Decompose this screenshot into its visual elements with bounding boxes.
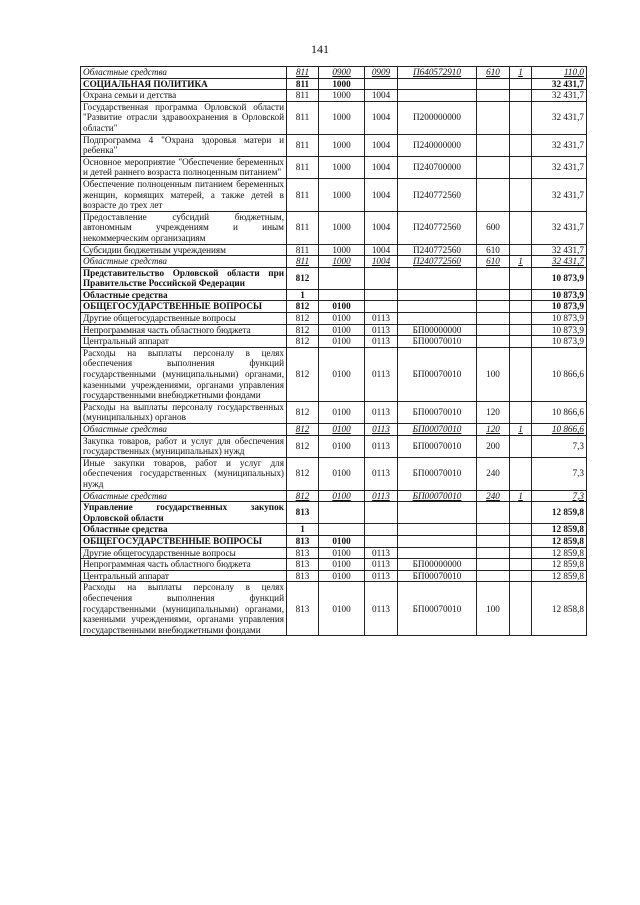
row-name-cell: Областные средства [81,424,287,436]
row-subsection-code-cell: 0909 [365,67,398,79]
row-name-cell: Областные средства [81,256,287,268]
budget-table [80,66,587,636]
row-section-code-cell: 0100 [319,301,365,313]
row-amount-cell: 32 431,7 [532,78,587,90]
row-target-item-code-cell: П640572910 [398,67,477,79]
row-funding-source-cell [510,134,532,156]
table-row [81,134,587,156]
row-name-cell: Иные закупки товаров, работ и услуг для обеспечения государственных (муниципальных) нужд [81,457,287,490]
row-section-code-cell: 1000 [319,101,365,134]
row-amount-cell: 7,3 [532,435,587,457]
row-subsection-code-cell: 1004 [365,134,398,156]
row-target-item-code-cell: БП00070010 [398,424,477,436]
row-section-code-cell: 1000 [319,244,365,256]
row-name-cell: ОБЩЕГОСУДАРСТВЕННЫЕ ВОПРОСЫ [81,301,287,313]
row-target-item-code-cell: БП00070010 [398,457,477,490]
row-amount-cell: 10 873,9 [532,289,587,301]
row-subsection-code-cell: 1004 [365,211,398,244]
row-amount-cell: 10 873,9 [532,324,587,336]
row-target-item-code-cell: БП00070010 [398,435,477,457]
table-row [81,502,587,524]
row-funding-source-cell [510,535,532,547]
row-amount-cell: 10 873,9 [532,301,587,313]
row-target-item-code-cell: П240700000 [398,156,477,178]
table-row [81,347,587,401]
row-name-cell: Государственная программа Орловской области "Развитие отрасли здравоохранения в Орловской области" [81,101,287,134]
page-number: 141 [311,42,329,56]
row-expense-type-code-cell [477,502,510,524]
table-row [81,301,587,313]
row-funding-source-cell: 1 [510,67,532,79]
row-target-item-code-cell: БП00070010 [398,570,477,582]
row-ministry-code-cell: 811 [287,90,319,102]
row-name-cell: Центральный аппарат [81,570,287,582]
row-subsection-code-cell: 0113 [365,424,398,436]
row-subsection-code-cell [365,535,398,547]
row-funding-source-cell [510,457,532,490]
table-row [81,78,587,90]
row-expense-type-code-cell: 240 [477,457,510,490]
row-expense-type-code-cell [477,313,510,325]
table-row [81,524,587,536]
row-funding-source-cell [510,336,532,348]
row-name-cell: СОЦИАЛЬНАЯ ПОЛИТИКА [81,78,287,90]
row-target-item-code-cell [398,502,477,524]
row-section-code-cell [319,502,365,524]
row-funding-source-cell [510,582,532,636]
row-ministry-code-cell: 812 [287,324,319,336]
table-row [81,582,587,636]
row-expense-type-code-cell [477,336,510,348]
row-section-code-cell: 1000 [319,78,365,90]
row-ministry-code-cell: 813 [287,547,319,559]
row-ministry-code-cell: 811 [287,178,319,211]
row-target-item-code-cell: БП00070010 [398,490,477,502]
row-ministry-code-cell: 811 [287,211,319,244]
row-expense-type-code-cell [477,324,510,336]
row-target-item-code-cell: П240772560 [398,211,477,244]
row-subsection-code-cell [365,267,398,289]
row-funding-source-cell [510,547,532,559]
row-section-code-cell: 0100 [319,490,365,502]
row-subsection-code-cell: 1004 [365,244,398,256]
row-target-item-code-cell [398,301,477,313]
row-subsection-code-cell [365,301,398,313]
table-row [81,401,587,423]
row-subsection-code-cell: 0113 [365,570,398,582]
row-ministry-code-cell: 811 [287,156,319,178]
row-expense-type-code-cell: 120 [477,424,510,436]
row-ministry-code-cell: 811 [287,256,319,268]
row-section-code-cell: 0100 [319,336,365,348]
row-subsection-code-cell: 0113 [365,336,398,348]
row-amount-cell: 7,3 [532,457,587,490]
table-row [81,490,587,502]
table-row [81,67,587,79]
row-amount-cell: 12 859,8 [532,524,587,536]
row-target-item-code-cell: БП00000000 [398,559,477,571]
table-row [81,90,587,102]
row-subsection-code-cell: 0113 [365,401,398,423]
row-amount-cell: 32 431,7 [532,156,587,178]
row-amount-cell: 10 866,6 [532,347,587,401]
row-funding-source-cell [510,101,532,134]
row-ministry-code-cell: 1 [287,289,319,301]
row-subsection-code-cell [365,289,398,301]
table-row [81,211,587,244]
row-expense-type-code-cell: 100 [477,582,510,636]
row-subsection-code-cell: 0113 [365,559,398,571]
row-amount-cell: 32 431,7 [532,178,587,211]
row-amount-cell: 12 859,8 [532,502,587,524]
row-funding-source-cell [510,324,532,336]
row-target-item-code-cell [398,90,477,102]
row-amount-cell: 32 431,7 [532,134,587,156]
row-section-code-cell [319,289,365,301]
row-funding-source-cell: 1 [510,256,532,268]
row-ministry-code-cell: 813 [287,559,319,571]
row-amount-cell: 12 859,8 [532,547,587,559]
row-ministry-code-cell: 811 [287,244,319,256]
row-funding-source-cell [510,289,532,301]
row-section-code-cell: 1000 [319,178,365,211]
row-amount-cell: 32 431,7 [532,101,587,134]
row-section-code-cell: 1000 [319,156,365,178]
row-funding-source-cell [510,401,532,423]
row-target-item-code-cell: БП00000000 [398,324,477,336]
row-ministry-code-cell: 811 [287,78,319,90]
row-name-cell: Представительство Орловской области при Правительстве Российской Федерации [81,267,287,289]
row-ministry-code-cell: 812 [287,424,319,436]
row-ministry-code-cell: 812 [287,267,319,289]
row-subsection-code-cell: 0113 [365,490,398,502]
table-row [81,289,587,301]
row-target-item-code-cell: БП00070010 [398,582,477,636]
row-subsection-code-cell: 1004 [365,178,398,211]
row-subsection-code-cell [365,524,398,536]
row-funding-source-cell [510,502,532,524]
row-subsection-code-cell: 1004 [365,101,398,134]
row-expense-type-code-cell [477,178,510,211]
row-subsection-code-cell [365,502,398,524]
row-amount-cell: 12 859,8 [532,559,587,571]
row-amount-cell: 10 873,9 [532,267,587,289]
row-subsection-code-cell [365,78,398,90]
row-expense-type-code-cell: 200 [477,435,510,457]
row-section-code-cell: 0100 [319,547,365,559]
table-row [81,101,587,134]
row-target-item-code-cell: П200000000 [398,101,477,134]
row-expense-type-code-cell [477,78,510,90]
row-name-cell: Областные средства [81,289,287,301]
table-row [81,435,587,457]
row-ministry-code-cell: 813 [287,535,319,547]
row-name-cell: Предоставление субсидий бюджетным, автономным учреждениям и иным некоммерческим организациям [81,211,287,244]
row-subsection-code-cell: 0113 [365,347,398,401]
row-section-code-cell: 1000 [319,134,365,156]
row-expense-type-code-cell [477,134,510,156]
row-target-item-code-cell: П240772560 [398,244,477,256]
row-funding-source-cell [510,570,532,582]
table-row [81,178,587,211]
row-section-code-cell: 0100 [319,313,365,325]
table-row [81,156,587,178]
row-expense-type-code-cell [477,547,510,559]
row-funding-source-cell [510,559,532,571]
row-name-cell: Областные средства [81,67,287,79]
row-funding-source-cell [510,178,532,211]
row-section-code-cell: 1000 [319,90,365,102]
row-target-item-code-cell: П240000000 [398,134,477,156]
row-section-code-cell: 1000 [319,256,365,268]
row-target-item-code-cell: П240772560 [398,256,477,268]
row-amount-cell: 12 858,8 [532,582,587,636]
row-expense-type-code-cell: 610 [477,244,510,256]
row-funding-source-cell [510,347,532,401]
row-expense-type-code-cell [477,524,510,536]
row-amount-cell: 10 873,9 [532,336,587,348]
row-funding-source-cell [510,244,532,256]
table-row [81,424,587,436]
row-target-item-code-cell: БП00070010 [398,347,477,401]
row-section-code-cell: 0100 [319,457,365,490]
row-expense-type-code-cell [477,267,510,289]
row-ministry-code-cell: 811 [287,134,319,156]
table-row [81,244,587,256]
row-section-code-cell [319,524,365,536]
row-funding-source-cell [510,524,532,536]
row-funding-source-cell [510,78,532,90]
row-section-code-cell: 0100 [319,324,365,336]
row-expense-type-code-cell [477,156,510,178]
row-expense-type-code-cell: 100 [477,347,510,401]
table-row [81,535,587,547]
row-subsection-code-cell: 0113 [365,547,398,559]
row-name-cell: Основное мероприятие "Обеспечение беременных и детей раннего возраста полноценным питанием" [81,156,287,178]
row-funding-source-cell [510,267,532,289]
row-ministry-code-cell: 812 [287,401,319,423]
row-funding-source-cell [510,156,532,178]
row-target-item-code-cell [398,535,477,547]
row-target-item-code-cell [398,78,477,90]
row-section-code-cell [319,267,365,289]
row-name-cell: Расходы на выплаты персоналу государственных (муниципальных) органов [81,401,287,423]
row-expense-type-code-cell [477,570,510,582]
row-expense-type-code-cell [477,289,510,301]
row-funding-source-cell [510,90,532,102]
row-target-item-code-cell [398,524,477,536]
row-ministry-code-cell: 812 [287,336,319,348]
row-section-code-cell: 0900 [319,67,365,79]
row-amount-cell: 32 431,7 [532,90,587,102]
row-name-cell: Непрограммная часть областного бюджета [81,324,287,336]
row-target-item-code-cell [398,547,477,559]
row-ministry-code-cell: 812 [287,490,319,502]
row-subsection-code-cell: 0113 [365,582,398,636]
row-target-item-code-cell: БП00070010 [398,336,477,348]
row-section-code-cell: 0100 [319,347,365,401]
row-subsection-code-cell: 1004 [365,90,398,102]
row-section-code-cell: 0100 [319,424,365,436]
row-ministry-code-cell: 1 [287,524,319,536]
row-subsection-code-cell: 1004 [365,156,398,178]
table-row [81,313,587,325]
row-expense-type-code-cell: 610 [477,256,510,268]
row-funding-source-cell [510,313,532,325]
table-row [81,559,587,571]
row-subsection-code-cell: 0113 [365,324,398,336]
table-row [81,336,587,348]
row-expense-type-code-cell [477,559,510,571]
row-subsection-code-cell: 0113 [365,457,398,490]
row-funding-source-cell [510,435,532,457]
row-name-cell: Закупка товаров, работ и услуг для обеспечения государственных (муниципальных) нужд [81,435,287,457]
row-ministry-code-cell: 811 [287,101,319,134]
row-name-cell: Областные средства [81,490,287,502]
row-amount-cell: 32 431,7 [532,244,587,256]
row-name-cell: Подпрограмма 4 "Охрана здоровья матери и ребенка" [81,134,287,156]
row-ministry-code-cell: 811 [287,67,319,79]
row-ministry-code-cell: 813 [287,570,319,582]
row-ministry-code-cell: 812 [287,457,319,490]
row-amount-cell: 10 873,9 [532,313,587,325]
row-amount-cell: 12 859,8 [532,570,587,582]
row-section-code-cell: 0100 [319,570,365,582]
row-name-cell: Субсидии бюджетным учреждениям [81,244,287,256]
row-amount-cell: 32 431,7 [532,211,587,244]
row-ministry-code-cell: 812 [287,347,319,401]
row-name-cell: Управление государственных закупок Орловской области [81,502,287,524]
row-section-code-cell: 0100 [319,535,365,547]
row-expense-type-code-cell: 240 [477,490,510,502]
row-ministry-code-cell: 813 [287,582,319,636]
row-section-code-cell: 0100 [319,435,365,457]
row-name-cell: Другие общегосударственные вопросы [81,313,287,325]
row-name-cell: ОБЩЕГОСУДАРСТВЕННЫЕ ВОПРОСЫ [81,535,287,547]
row-ministry-code-cell: 812 [287,435,319,457]
row-subsection-code-cell: 1004 [365,256,398,268]
row-funding-source-cell [510,301,532,313]
row-amount-cell: 32 431,7 [532,256,587,268]
row-amount-cell: 10 866,6 [532,424,587,436]
row-funding-source-cell: 1 [510,424,532,436]
row-expense-type-code-cell [477,101,510,134]
row-target-item-code-cell [398,289,477,301]
row-name-cell: Другие общегосударственные вопросы [81,547,287,559]
table-row [81,547,587,559]
row-ministry-code-cell: 812 [287,313,319,325]
row-section-code-cell: 0100 [319,401,365,423]
row-section-code-cell: 1000 [319,211,365,244]
row-name-cell: Расходы на выплаты персоналу в целях обеспечения выполнения функций государственными (муниципальными) органами, казенными учреждениями, органами управления государственными внебюджетными фондами [81,582,287,636]
row-name-cell: Обеспечение полноценным питанием беременных женщин, кормящих матерей, а также детей в возрасте до трех лет [81,178,287,211]
table-row [81,324,587,336]
row-amount-cell: 110,0 [532,67,587,79]
row-target-item-code-cell [398,267,477,289]
row-amount-cell: 7,3 [532,490,587,502]
row-expense-type-code-cell: 120 [477,401,510,423]
row-expense-type-code-cell [477,90,510,102]
row-name-cell: Областные средства [81,524,287,536]
row-expense-type-code-cell [477,535,510,547]
row-expense-type-code-cell: 610 [477,67,510,79]
row-target-item-code-cell: БП00070010 [398,401,477,423]
table-row [81,256,587,268]
row-name-cell: Центральный аппарат [81,336,287,348]
row-name-cell: Непрограммная часть областного бюджета [81,559,287,571]
row-funding-source-cell [510,211,532,244]
row-target-item-code-cell [398,313,477,325]
row-name-cell: Расходы на выплаты персоналу в целях обеспечения выполнения функций государственными (муниципальными) органами, казенными учреждениями, органами управления государственными внебюджетными фондами [81,347,287,401]
table-row [81,267,587,289]
row-subsection-code-cell: 0113 [365,435,398,457]
row-ministry-code-cell: 813 [287,502,319,524]
row-amount-cell: 12 859,8 [532,535,587,547]
table-row [81,570,587,582]
row-expense-type-code-cell: 600 [477,211,510,244]
row-expense-type-code-cell [477,301,510,313]
table-row [81,457,587,490]
row-ministry-code-cell: 812 [287,301,319,313]
row-funding-source-cell: 1 [510,490,532,502]
row-section-code-cell: 0100 [319,559,365,571]
row-subsection-code-cell: 0113 [365,313,398,325]
row-section-code-cell: 0100 [319,582,365,636]
row-target-item-code-cell: П240772560 [398,178,477,211]
row-amount-cell: 10 866,6 [532,401,587,423]
row-name-cell: Охрана семьи и детства [81,90,287,102]
